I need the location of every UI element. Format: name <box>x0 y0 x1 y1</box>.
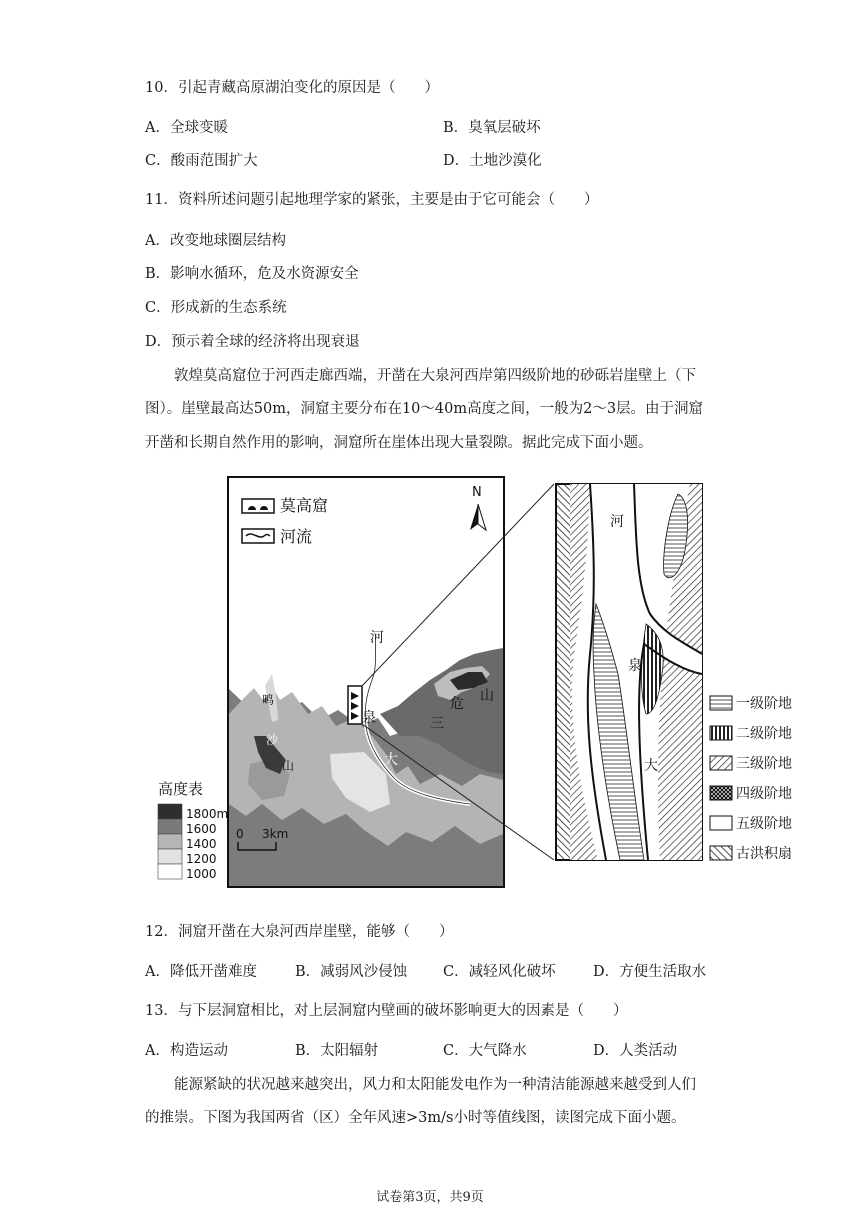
passage1-line1: 敦煌莫高窟位于河西走廊西端，开凿在大泉河西岸第四级阶地的砂砾岩崖壁上（下 <box>174 368 696 384</box>
q10-option-c[interactable]: C．酸雨范围扩大 <box>145 153 258 169</box>
passage2-line2: 的推崇。下图为我国两省（区）全年风速>3m/s小时等值线图，读图完成下面小题。 <box>145 1110 686 1126</box>
q12-option-d[interactable]: D．方便生活取水 <box>593 964 707 980</box>
q11-option-c[interactable]: C．形成新的生态系统 <box>145 300 287 316</box>
elevation-1000: 1000 <box>186 867 217 881</box>
map-river-da: 大 <box>384 752 398 768</box>
q11-option-b[interactable]: B．影响水循环，危及水资源安全 <box>145 266 359 282</box>
main-map <box>228 477 554 887</box>
q13-option-a[interactable]: A．构造运动 <box>145 1043 228 1059</box>
map-river-quan: 泉 <box>362 710 376 726</box>
inset-river-quan: 泉 <box>628 658 642 674</box>
terrace-1-label: 一级阶地 <box>736 696 792 712</box>
q10-option-d[interactable]: D．土地沙漠化 <box>443 153 542 169</box>
elevation-1800: 1800m <box>186 807 229 821</box>
passage1-line2: 图）。崖壁最高达50m，洞窟主要分布在10～40m高度之间，一般为2～3层。由于洞窟 <box>145 401 704 417</box>
inset-river-he: 河 <box>610 514 624 530</box>
elevation-legend <box>158 804 182 879</box>
page-footer: 试卷第3页，共9页 <box>376 1190 484 1205</box>
map-mingsha-1: 鸣 <box>262 693 275 707</box>
elevation-title: 高度表 <box>158 780 204 798</box>
terrace-5-label: 五级阶地 <box>736 816 792 832</box>
inset-river-da: 大 <box>644 758 658 774</box>
q13-option-c[interactable]: C．大气降水 <box>443 1043 527 1059</box>
map-sanwei-2: 危 <box>450 696 464 712</box>
terrace-4-label: 四级阶地 <box>736 786 792 802</box>
map-mingsha-3: 山 <box>282 759 295 773</box>
legend-river-label: 河流 <box>280 527 313 546</box>
map-mingsha-2: 沙 <box>266 733 279 747</box>
passage2-line1: 能源紧缺的状况越来越突出，风力和太阳能发电作为一种清洁能源越来越受到人们 <box>174 1077 696 1093</box>
q13-stem: 13．与下层洞窟相比，对上层洞窟内壁画的破坏影响更大的因素是（ ） <box>145 1003 628 1019</box>
terrace-2-label: 二级阶地 <box>736 726 792 742</box>
terrace-legend <box>710 696 732 860</box>
q13-option-b[interactable]: B．太阳辐射 <box>295 1043 379 1059</box>
map-sanwei-1: 三 <box>430 716 444 732</box>
q11-option-d[interactable]: D．预示着全球的经济将出现衰退 <box>145 334 360 350</box>
q12-option-c[interactable]: C．减轻风化破坏 <box>443 964 556 980</box>
north-label: N <box>472 485 482 500</box>
q12-stem: 12．洞窟开凿在大泉河西岸崖壁，能够（ ） <box>145 924 454 940</box>
q12-option-a[interactable]: A．降低开凿难度 <box>145 964 257 980</box>
scale-zero: 0 <box>236 827 244 841</box>
elevation-1600: 1600 <box>186 822 217 836</box>
q10-stem: 10．引起青藏高原湖泊变化的原因是（ ） <box>145 80 439 96</box>
scale-km: 3km <box>262 827 289 841</box>
mogao-map-figure <box>150 474 810 894</box>
q10-option-a[interactable]: A．全球变暖 <box>145 120 228 136</box>
map-river-he: 河 <box>370 630 384 646</box>
q13-option-d[interactable]: D．人类活动 <box>593 1043 678 1059</box>
terrace-fan-label: 古洪积扇 <box>736 846 792 862</box>
q12-option-b[interactable]: B．减弱风沙侵蚀 <box>295 964 408 980</box>
q10-option-b[interactable]: B．臭氧层破坏 <box>443 120 541 136</box>
q11-stem: 11．资料所述问题引起地理学家的紧张，主要是由于它可能会（ ） <box>145 192 599 208</box>
q11-option-a[interactable]: A．改变地球圈层结构 <box>145 233 286 249</box>
elevation-1400: 1400 <box>186 837 217 851</box>
elevation-1200: 1200 <box>186 852 217 866</box>
passage1-line3: 开凿和长期自然作用的影响，洞窟所在崖体出现大量裂隙。据此完成下面小题。 <box>145 435 653 451</box>
map-sanwei-3: 山 <box>480 688 494 704</box>
legend-cave-label: 莫高窟 <box>280 496 329 515</box>
terrace-3-label: 三级阶地 <box>736 756 792 772</box>
